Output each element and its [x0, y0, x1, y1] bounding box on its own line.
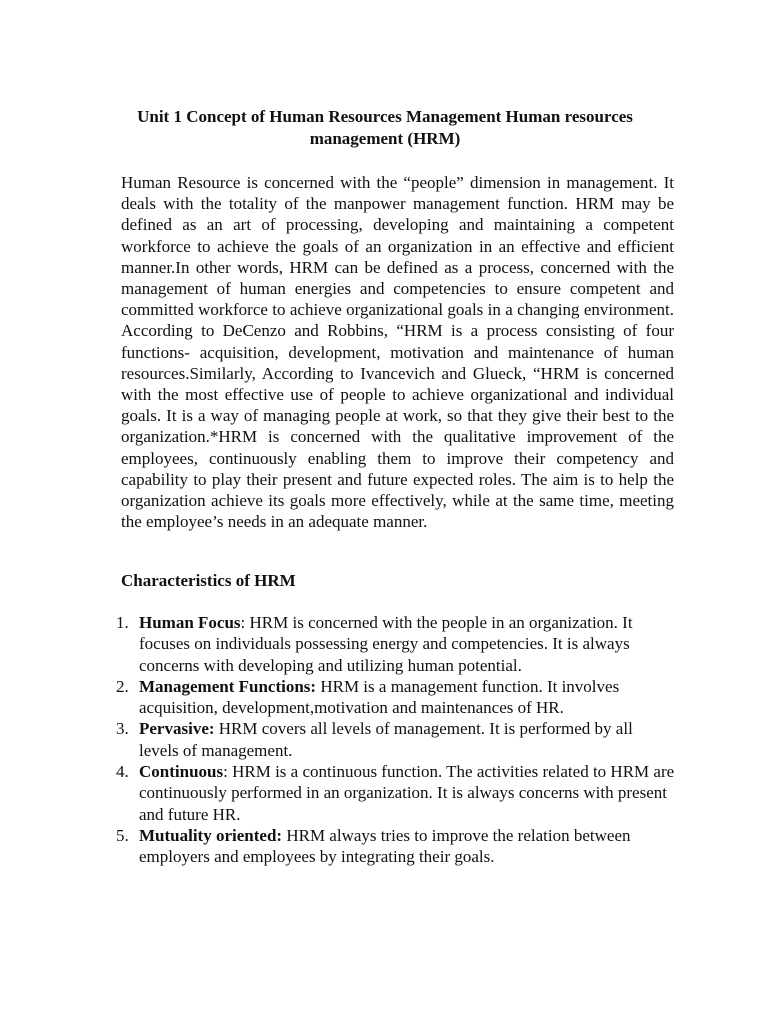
list-item-text: HRM is a management function. It involves acquisition, development,motivation and maintenances of HR. [139, 676, 620, 718]
list-item-term: Mutuality oriented: [139, 825, 283, 845]
list-item-number: 3. [116, 719, 129, 739]
list-item-term: Human Focus [139, 613, 241, 632]
list-item-text: HRM covers all levels of management. It is performed by all levels of management. [139, 719, 633, 760]
list-item-text: : HRM is concerned with the people in an organization. It focuses on individuals possessing energy and competencies. It is always concerns with developing and utilizing human potential. [139, 613, 633, 675]
list-item-term: Pervasive: [139, 719, 215, 739]
characteristics-heading: Characteristics of HRM [121, 571, 296, 590]
list-item [116, 825, 676, 868]
list-item-number: 4. [116, 762, 129, 782]
list-item [116, 612, 676, 676]
list-item-number: 1. [116, 613, 129, 632]
page-title: Unit 1 Concept of Human Resources Management Human resources management (HRM) [137, 107, 633, 148]
list-item-text: : HRM is a continuous function. The activities related to HRM are continuously performed in an organization. It is always concerns with present and future HR. [139, 762, 675, 824]
list-item [116, 676, 676, 719]
list-item-term: Continuous [139, 762, 224, 782]
list-item-term: Management Functions: [139, 676, 317, 696]
list-item-number: 5. [116, 825, 129, 845]
intro-paragraph: Human Resource is concerned with the “people” dimension in management. It deals with the totality of the manpower management function. HRM may be defined as an art of processing, developing and maintaining a competent workforce to achieve the goals of an organization in an effective and efficient manner.In other words, HRM can be defined as a process, concerned with the management of human energies and competencies to ensure competent and committed workforce to achieve organizational goals in a changing environment. According to DeCenzo and Robbins, “HRM is a process consisting of four functions- acquisition, development, motivation and maintenance of human resources.Similarly, According to Ivancevich and Glueck, “HRM is concerned with the most effective use of people to achieve organizational and individual goals. It is a way of managing people at work, so that they give their best to the organization.*HRM is concerned with the qualitative improvement of the employees, continuously enabling them to improve their competency and capability to play their present and future expected roles. The aim is to help the organization achieve its goals more effectively, while at the same time, meeting the employee’s needs in an adequate manner. [121, 173, 674, 532]
list-item [116, 718, 676, 761]
list-item [116, 761, 676, 825]
list-item-number: 2. [116, 676, 129, 696]
characteristics-list [116, 612, 676, 868]
list-item-text: HRM always tries to improve the relation between employers and employees by integrating their goals. [139, 825, 631, 867]
